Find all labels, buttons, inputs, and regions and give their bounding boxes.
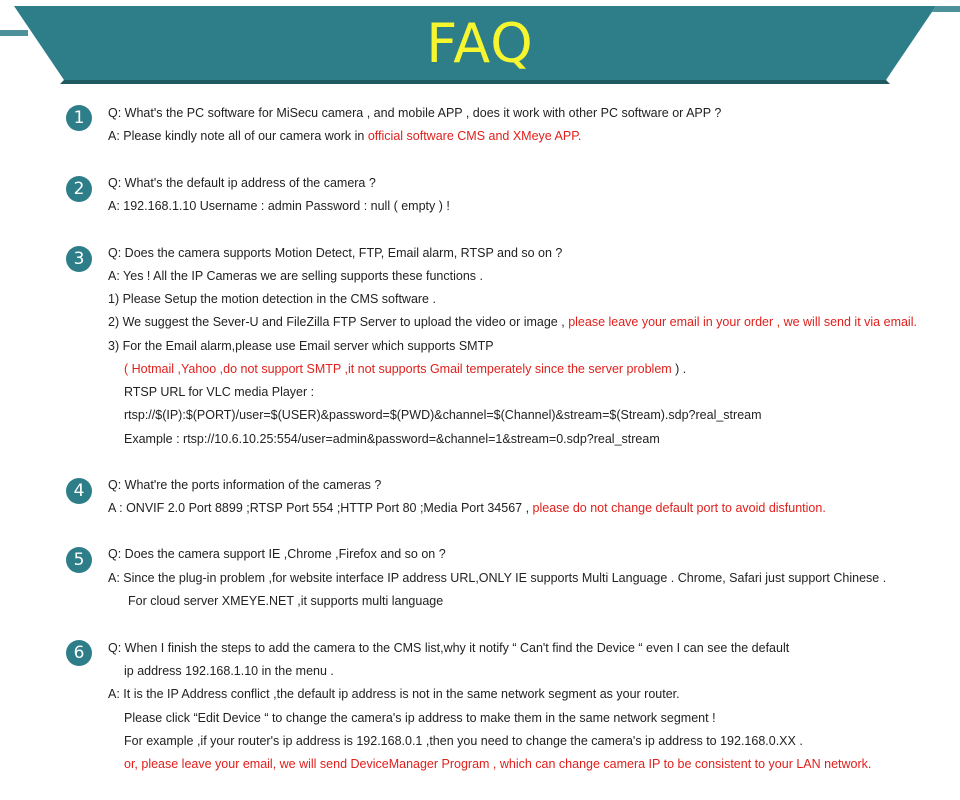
faq-question: Q: What're the ports information of the cameras ?	[108, 478, 382, 492]
page-title: FAQ	[426, 12, 534, 75]
faq-answer-line: 1) Please Setup the motion detection in the CMS software .	[108, 292, 436, 306]
faq-question: Q: What's the default ip address of the camera ?	[108, 176, 376, 190]
faq-number-badge: 3	[66, 246, 92, 272]
faq-answer-line: For example ,if your router's ip address is 192.168.0.1 ,then you need to change the camera's ip address to 192.168.0.XX .	[124, 734, 803, 748]
faq-answer-line: 3) For the Email alarm,please use Email server which supports SMTP	[108, 339, 494, 353]
faq-highlight: ( Hotmail ,Yahoo ,do not support SMTP ,it not supports Gmail temperately since the server problem	[124, 362, 672, 376]
faq-answer: A: Since the plug-in problem ,for website interface IP address URL,ONLY IE supports Multi Language . Chrome, Safari just support Chinese .	[108, 571, 887, 585]
faq-answer: A: 192.168.1.10 Username : admin Password : null ( empty ) !	[108, 199, 450, 213]
rtsp-url-template: rtsp://$(IP):$(PORT)/user=$(USER)&password=$(PWD)&channel=$(Channel)&stream=$(Stream).sdp?real_stream	[124, 408, 762, 422]
faq-answer: A : ONVIF 2.0 Port 8899 ;RTSP Port 554 ;HTTP Port 80 ;Media Port 34567 , please do not change default port to avoid disfuntion.	[108, 501, 826, 515]
faq-question: Q: Does the camera supports Motion Detect, FTP, Email alarm, RTSP and so on ?	[108, 246, 563, 260]
faq-number-badge: 1	[66, 105, 92, 131]
faq-highlight: please do not change default port to avoid disfuntion.	[532, 501, 826, 515]
faq-question: Q: What's the PC software for MiSecu camera , and mobile APP , does it work with other PC software or APP ?	[108, 106, 722, 120]
faq-answer: A: Yes ! All the IP Cameras we are selling supports these functions .	[108, 269, 483, 283]
faq-banner	[0, 0, 960, 92]
faq-highlight: or, please leave your email, we will send DeviceManager Program , which can change camera IP to be consistent to your LAN network.	[124, 757, 872, 771]
faq-question: Q: Does the camera support IE ,Chrome ,Firefox and so on ?	[108, 547, 446, 561]
faq-question: Q: When I finish the steps to add the camera to the CMS list,why it notify “ Can't find the Device “ even I can see the default	[108, 641, 790, 655]
faq-highlight: official software CMS and XMeye APP.	[367, 129, 582, 143]
faq-answer: A: Please kindly note all of our camera work in official software CMS and XMeye APP.	[108, 129, 582, 143]
faq-question-line: ip address 192.168.1.10 in the menu .	[124, 664, 334, 678]
faq-number-badge: 2	[66, 176, 92, 202]
faq-number-badge: 6	[66, 640, 92, 666]
faq-answer-line: ( Hotmail ,Yahoo ,do not support SMTP ,it not supports Gmail temperately since the server problem ) .	[124, 362, 687, 376]
faq-answer-line: 2) We suggest the Sever-U and FileZilla FTP Server to upload the video or image , please leave your email in your order , we will send it via email.	[108, 315, 917, 329]
faq-answer-line: Please click “Edit Device “ to change the camera's ip address to make them in the same network segment !	[124, 711, 716, 725]
rtsp-url-example: Example : rtsp://10.6.10.25:554/user=admin&password=&channel=1&stream=0.sdp?real_stream	[124, 432, 660, 446]
faq-number-badge: 4	[66, 478, 92, 504]
faq-highlight: please leave your email in your order , we will send it via email.	[568, 315, 917, 329]
faq-answer-line: RTSP URL for VLC media Player :	[124, 385, 315, 399]
faq-answer-line: For cloud server XMEYE.NET ,it supports multi language	[128, 594, 444, 608]
faq-answer: A: It is the IP Address conflict ,the default ip address is not in the same network segment as your router.	[108, 687, 680, 701]
faq-number-badge: 5	[66, 547, 92, 573]
